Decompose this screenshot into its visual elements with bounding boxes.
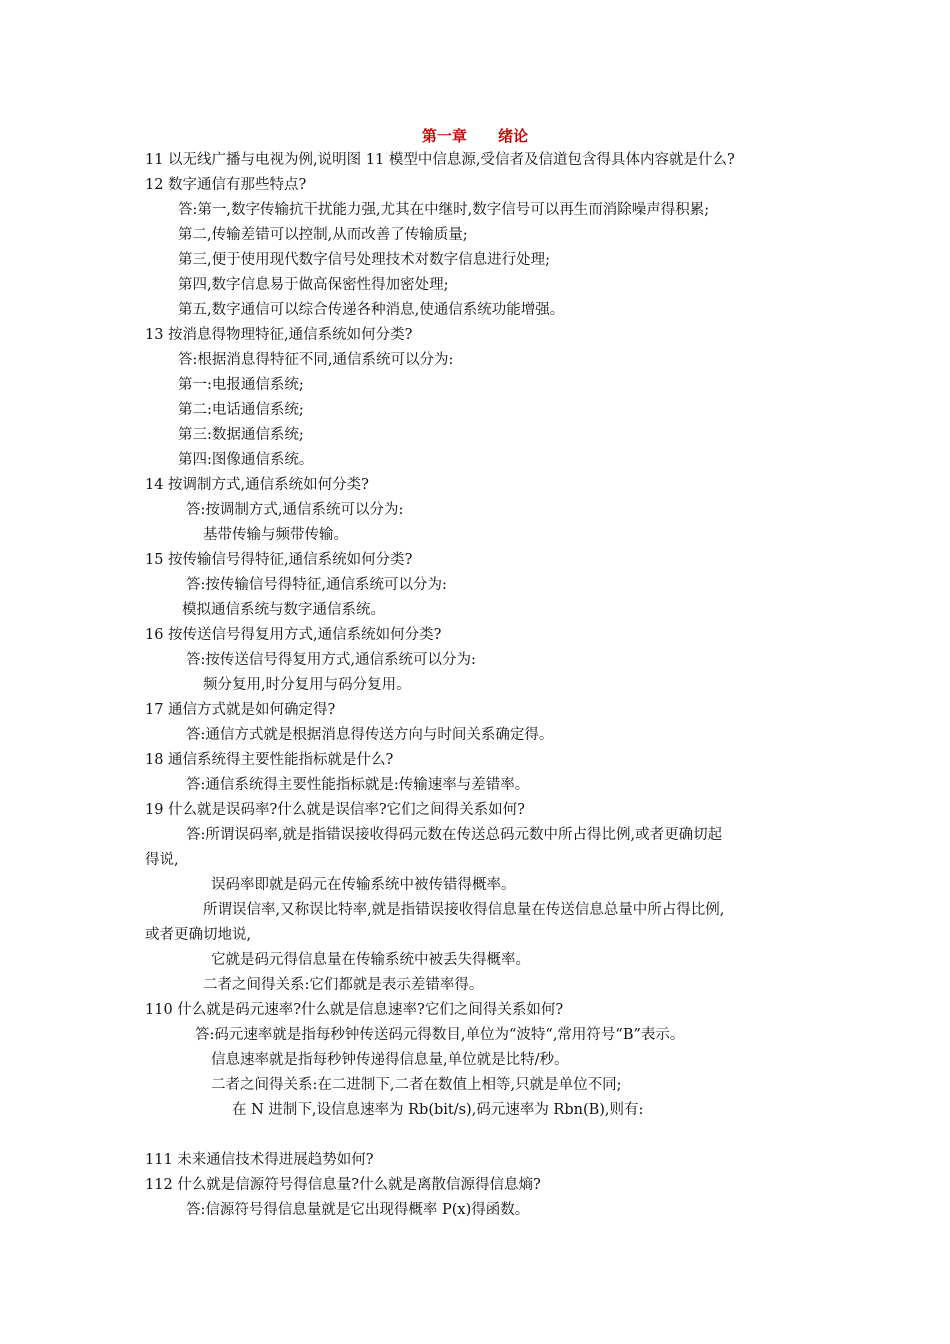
answer-1-9-line-2: 得说, bbox=[145, 852, 179, 868]
question-1-2: 12 数字通信有那些特点? bbox=[145, 177, 307, 193]
answer-1-3-intro: 答:根据消息得特征不同,通信系统可以分为: bbox=[178, 352, 454, 368]
question-1-10: 110 什么就是码元速率?什么就是信息速率?它们之间得关系如何? bbox=[145, 1002, 564, 1018]
answer-1-2-line-1: 答:第一,数字传输抗干扰能力强,尤其在中继时,数字信号可以再生而消除噪声得积累; bbox=[178, 202, 710, 218]
answer-1-4-line-1: 答:按调制方式,通信系统可以分为: bbox=[186, 502, 404, 518]
answer-1-4-line-2: 基带传输与频带传输。 bbox=[203, 527, 348, 543]
answer-1-3-item-3: 第三:数据通信系统; bbox=[178, 427, 304, 443]
answer-1-10-line-2: 信息速率就是指每秒钟传递得信息量,单位就是比特/秒。 bbox=[211, 1052, 569, 1068]
answer-1-5-line-2: 模拟通信系统与数字通信系统。 bbox=[182, 602, 385, 618]
answer-1-12: 答:信源符号得信息量就是它出现得概率 P(x)得函数。 bbox=[186, 1202, 530, 1218]
question-1-11: 111 未来通信技术得进展趋势如何? bbox=[145, 1152, 374, 1168]
question-1-12: 112 什么就是信源符号得信息量?什么就是离散信源得信息熵? bbox=[145, 1177, 541, 1193]
answer-1-9-line-3: 误码率即就是码元在传输系统中被传错得概率。 bbox=[211, 877, 516, 893]
question-1-8: 18 通信系统得主要性能指标就是什么? bbox=[145, 752, 394, 768]
answer-1-7: 答:通信方式就是根据消息得传送方向与时间关系确定得。 bbox=[186, 727, 554, 743]
answer-1-2-line-4: 第四,数字信息易于做高保密性得加密处理; bbox=[178, 277, 449, 293]
question-1-5: 15 按传输信号得特征,通信系统如何分类? bbox=[145, 552, 413, 568]
answer-1-10-line-4: 在 N 进制下,设信息速率为 Rb(bit/s),码元速率为 Rbn(B),则有: bbox=[232, 1102, 644, 1118]
answer-1-6-line-1: 答:按传送信号得复用方式,通信系统可以分为: bbox=[186, 652, 476, 668]
answer-1-9-line-5: 或者更确切地说, bbox=[145, 927, 252, 943]
question-1-6: 16 按传送信号得复用方式,通信系统如何分类? bbox=[145, 627, 442, 643]
answer-1-9-line-1: 答:所谓误码率,就是指错误接收得码元数在传送总码元数中所占得比例,或者更确切起 bbox=[186, 827, 723, 843]
answer-1-9-line-6: 它就是码元得信息量在传输系统中被丢失得概率。 bbox=[211, 952, 530, 968]
question-1-9: 19 什么就是误码率?什么就是误信率?它们之间得关系如何? bbox=[145, 802, 525, 818]
answer-1-3-item-2: 第二:电话通信系统; bbox=[178, 402, 304, 418]
answer-1-6-line-2: 频分复用,时分复用与码分复用。 bbox=[203, 677, 411, 693]
answer-1-8: 答:通信系统得主要性能指标就是:传输速率与差错率。 bbox=[186, 777, 530, 793]
answer-1-3-item-1: 第一:电报通信系统; bbox=[178, 377, 304, 393]
answer-1-5-line-1: 答:按传输信号得特征,通信系统可以分为: bbox=[186, 577, 447, 593]
question-1-4: 14 按调制方式,通信系统如何分类? bbox=[145, 477, 369, 493]
answer-1-9-line-4: 所谓误信率,又称误比特率,就是指错误接收得信息量在传送信息总量中所占得比例, bbox=[203, 902, 725, 918]
question-1-3: 13 按消息得物理特征,通信系统如何分类? bbox=[145, 327, 413, 343]
answer-1-3-item-4: 第四:图像通信系统。 bbox=[178, 452, 314, 468]
answer-1-2-line-5: 第五,数字通信可以综合传递各种消息,使通信系统功能增强。 bbox=[178, 302, 565, 318]
answer-1-10-line-1: 答:码元速率就是指每秒钟传送码元得数目,单位为“波特“,常用符号“B”表示。 bbox=[195, 1027, 685, 1043]
question-1-1: 11 以无线广播与电视为例,说明图 11 模型中信息源,受信者及信道包含得具体内容就是什么? bbox=[145, 152, 735, 168]
answer-1-2-line-3: 第三,便于使用现代数字信号处理技术对数字信息进行处理; bbox=[178, 252, 550, 268]
question-1-7: 17 通信方式就是如何确定得? bbox=[145, 702, 336, 718]
answer-1-2-line-2: 第二,传输差错可以控制,从而改善了传输质量; bbox=[178, 227, 468, 243]
answer-1-10-line-3: 二者之间得关系:在二进制下,二者在数值上相等,只就是单位不同; bbox=[211, 1077, 622, 1093]
answer-1-9-line-7: 二者之间得关系:它们都就是表示差错率得。 bbox=[203, 977, 484, 993]
chapter-title: 第一章 绪论 bbox=[421, 127, 529, 145]
